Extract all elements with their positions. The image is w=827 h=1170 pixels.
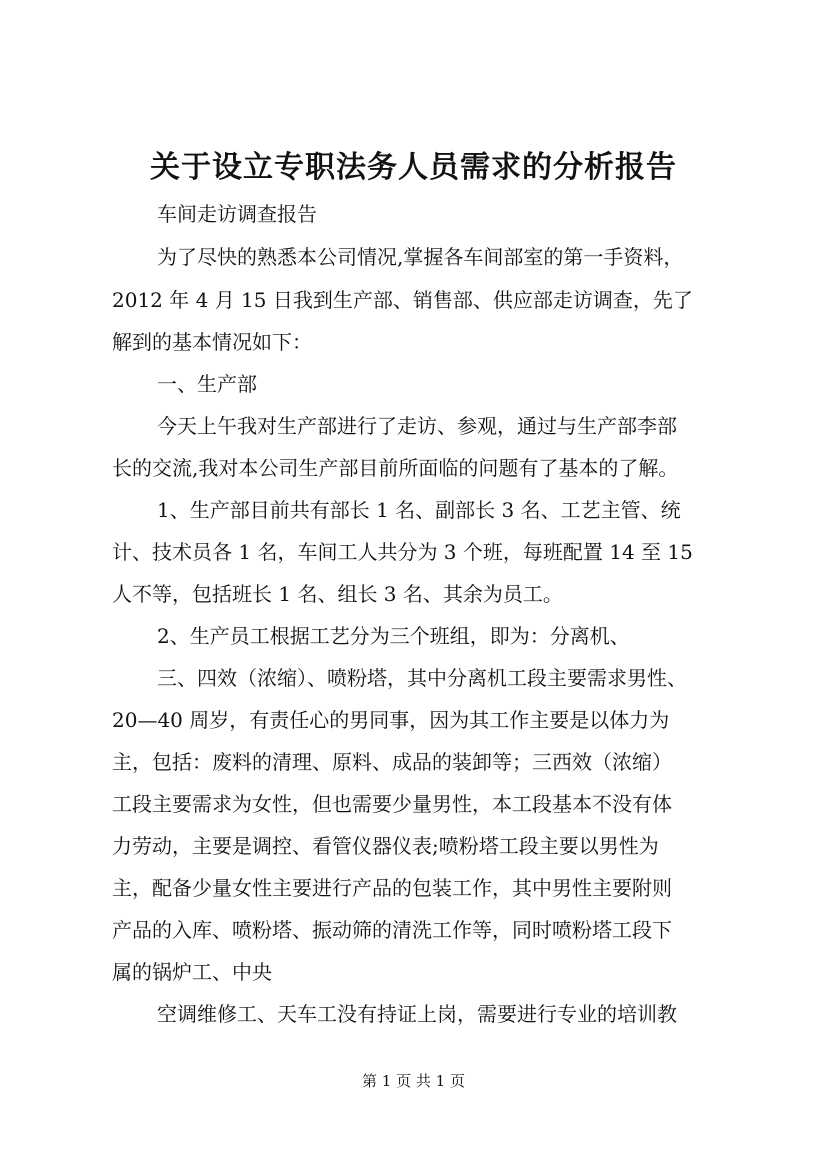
paragraph-line: 三、四效（浓缩）、喷粉塔，其中分离机工段主要需求男性、: [157, 666, 687, 690]
paragraph-line: 今天上午我对生产部进行了走访、参观，通过与生产部李部: [157, 414, 677, 438]
page-footer: 第 1 页 共 1 页: [362, 1072, 465, 1090]
paragraph-line: 计、技术员各 1 名，车间工人共分为 3 个班，每班配置 14 至 15: [112, 540, 693, 564]
subtitle-line: 车间走访调查报告: [157, 202, 317, 226]
paragraph-line: 1、生产部目前共有部长 1 名、副部长 3 名、工艺主管、统: [157, 498, 681, 522]
paragraph-line: 属的锅炉工、中央: [112, 960, 272, 984]
paragraph-line: 2、生产员工根据工艺分为三个班组，即为：分离机、: [157, 624, 630, 648]
paragraph-line: 长的交流,我对本公司生产部目前所面临的问题有了基本的了解。: [112, 456, 679, 480]
section-heading: 一、生产部: [157, 372, 257, 396]
paragraph-line: 力劳动，主要是调控、看管仪器仪表;喷粉塔工段主要以男性为: [112, 834, 659, 858]
paragraph-line: 20—40 周岁，有责任心的男同事，因为其工作主要是以体力为: [112, 708, 670, 732]
paragraph-line: 人不等，包括班长 1 名、组长 3 名、其余为员工。: [112, 582, 563, 606]
paragraph-line: 主，包括：废料的清理、原料、成品的装卸等；三西效（浓缩）: [112, 750, 672, 774]
document-title: 关于设立专职法务人员需求的分析报告: [150, 150, 677, 185]
paragraph-line: 空调维修工、天车工没有持证上岗，需要进行专业的培训教: [157, 1002, 677, 1026]
paragraph-line: 工段主要需求为女性，但也需要少量男性，本工段基本不没有体: [112, 792, 672, 816]
paragraph-line: 主，配备少量女性主要进行产品的包装工作，其中男性主要附则: [112, 876, 672, 900]
paragraph-line: 产品的入库、喷粉塔、振动筛的清洗工作等，同时喷粉塔工段下: [112, 918, 672, 942]
paragraph-line: 解到的基本情况如下：: [112, 330, 312, 354]
paragraph-line: 2012 年 4 月 15 日我到生产部、销售部、供应部走访调查，先了: [112, 288, 693, 312]
paragraph-line: 为了尽快的熟悉本公司情况,掌握各车间部室的第一手资料，: [157, 245, 684, 269]
